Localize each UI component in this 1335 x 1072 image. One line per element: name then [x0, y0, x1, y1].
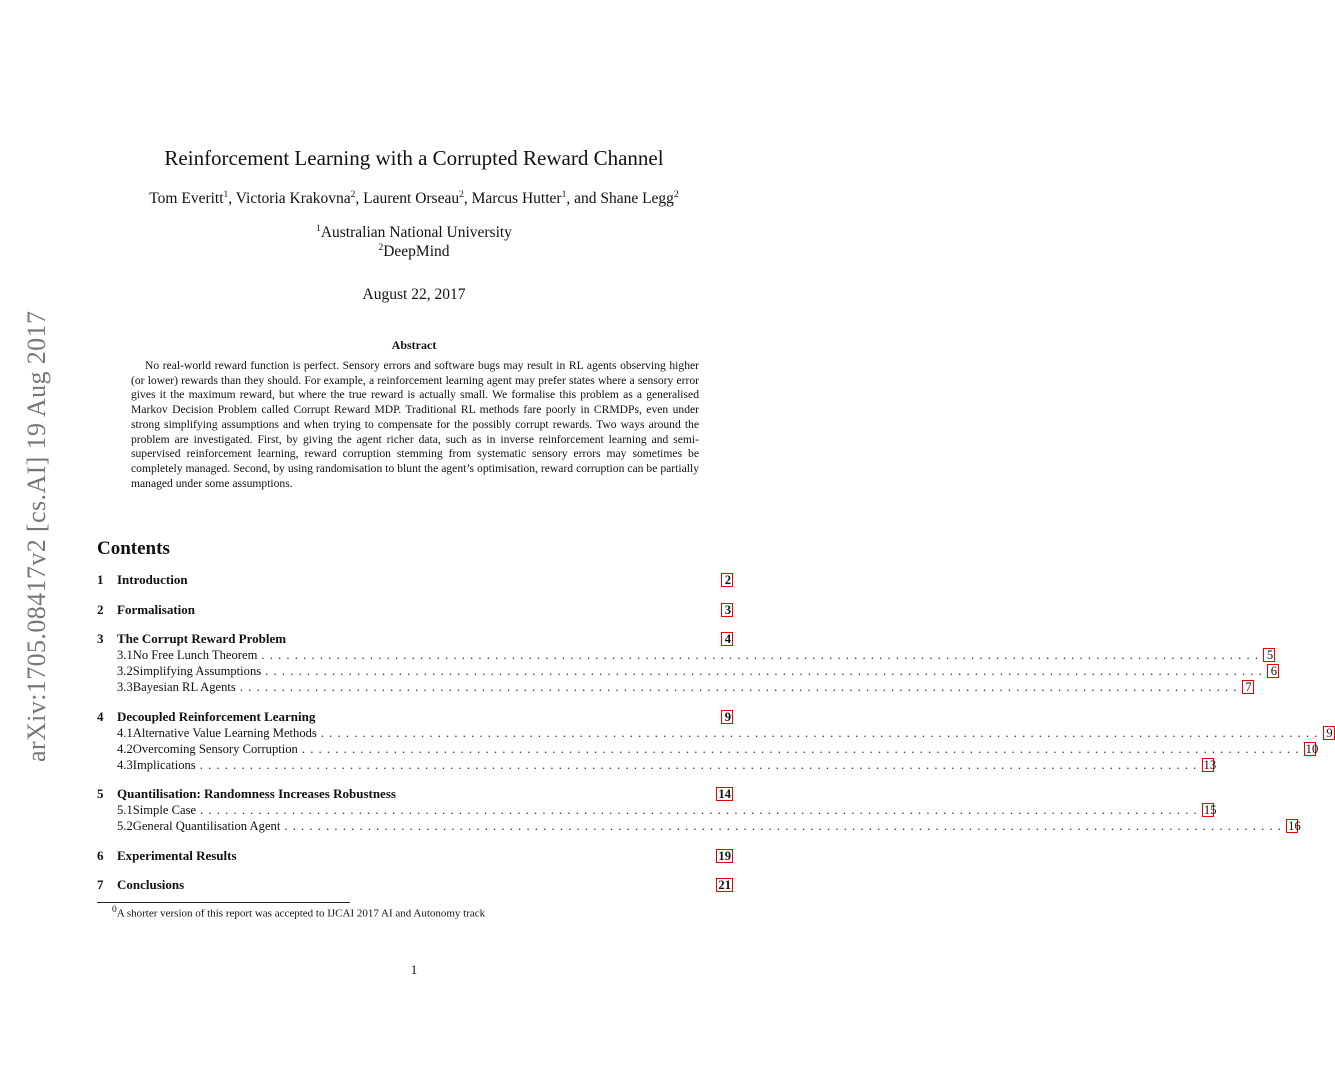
toc-leader-dots: ........................................................................................................................ [239, 680, 1242, 694]
toc-subsection[interactable] [97, 647, 1274, 663]
toc-section-number: 6 [97, 847, 104, 863]
toc-page-link[interactable]: 9 [1323, 726, 1335, 740]
toc-subsection-number: 4.2 [117, 741, 133, 756]
toc-section-title[interactable]: Conclusions [117, 877, 185, 892]
author-name: Victoria Krakovna [235, 190, 351, 208]
toc-subsection[interactable] [97, 741, 1319, 757]
author-name: Laurent Orseau [363, 190, 460, 208]
toc-page-link[interactable]: 6 [1267, 664, 1279, 678]
toc-section-number: 3 [97, 631, 104, 646]
toc-leader-dots: ........................................................................................................................ [200, 803, 1202, 817]
paper-title: Reinforcement Learning with a Corrupted Reward Channel [164, 146, 664, 170]
toc-subsection-title[interactable]: No Free Lunch Theorem [132, 648, 258, 662]
toc-page-link[interactable]: 4 [721, 632, 733, 646]
toc-subsection[interactable] [97, 725, 1333, 741]
toc-subsection-title[interactable]: Implications [132, 757, 196, 772]
abstract-text: No real-world reward function is perfect. Sensory errors and software bugs may result in RL agents observing higher (or lower) rewards than they should. For example, a reinforcement learning agent may prefer states where a sensory error gives it the maximum reward, but where the true reward is actually small. We formalise this problem as a generalised Markov Decision Problem called Corrupt Reward MDP. Traditional RL methods fare poorly in CRMDPs, even under strong simplifying assumptions and when trying to compensate for the possibly corrupt rewards. Two ways around the problem are investigated. First, by giving the agent richer data, such as in inverse reinforcement learning and semi-supervised reinforcement learning, reward corruption stemming from systematic sensory errors may sometimes be completely managed. Second, by using randomisation to blunt the agent’s optimisation, reward corruption can be partially managed under some assumptions. [131, 359, 699, 490]
toc-section-number: 5 [97, 786, 104, 801]
toc-section-title[interactable]: Introduction [117, 572, 188, 587]
toc-page-link[interactable]: 5 [1263, 648, 1275, 662]
toc-section-number: 2 [97, 601, 104, 617]
toc-subsection-title[interactable]: Simple Case [132, 803, 197, 817]
author-name: Marcus Hutter [471, 190, 562, 208]
toc-gap [97, 588, 733, 602]
author-affiliation-mark: 1 [223, 190, 229, 200]
toc-leader-dots: ........................................................................................................................ [320, 725, 1323, 740]
toc-subsection[interactable] [97, 757, 1217, 773]
toc-subsection-number: 5.2 [117, 819, 133, 833]
author-name: Shane Legg [600, 190, 674, 208]
toc-subsection-number: 3.2 [117, 664, 133, 678]
toc-subsection-number: 4.3 [117, 757, 133, 772]
toc-gap [97, 618, 733, 632]
toc-subsection[interactable] [97, 679, 1252, 695]
author-separator: , [355, 190, 364, 208]
author-separator: , [463, 190, 472, 208]
affiliation-deepmind: $^2$DeepMind [378, 243, 450, 261]
toc-page-link[interactable]: 15 [1203, 803, 1217, 817]
author-affiliation-mark: 2 [350, 190, 356, 200]
toc-section-title[interactable]: The Corrupt Reward Problem [117, 631, 287, 646]
affiliation-anu: $^1$Australian National University [316, 224, 512, 242]
toc-leader-dots: ........................................................................................................................ [261, 648, 1264, 662]
toc-leader-dots: ........................................................................................................................ [265, 664, 1267, 678]
toc-page-link[interactable]: 2 [721, 573, 733, 587]
toc-subsection-number: 3.1 [117, 648, 133, 662]
paper-date: August 22, 2017 [362, 286, 466, 303]
toc-page-link[interactable]: 9 [721, 710, 733, 724]
toc-section-title[interactable]: Experimental Results [117, 847, 237, 863]
author-separator: , and [566, 190, 601, 208]
toc-section[interactable] [97, 572, 733, 588]
toc-section[interactable] [97, 602, 733, 618]
toc-gap [97, 773, 733, 787]
toc-leader-dots: ........................................................................................................................ [199, 757, 1202, 772]
toc-section-title[interactable]: Quantilisation: Randomness Increases Robustness [117, 786, 396, 801]
toc-section-number: 7 [97, 877, 104, 892]
author-list [0, 190, 828, 208]
toc-page-link[interactable]: 13 [1203, 757, 1217, 772]
abstract-heading: Abstract [391, 338, 437, 352]
toc-subsection-title[interactable]: General Quantilisation Agent [132, 819, 281, 833]
footnote: $^0$A shorter version of this report was accepted to IJCAI 2017 AI and Autonomy track [112, 905, 486, 920]
toc-subsection[interactable] [97, 663, 1277, 679]
toc-section-number: 1 [97, 572, 104, 587]
toc-subsection-number: 3.3 [117, 680, 133, 694]
toc-subsection[interactable] [97, 802, 1217, 818]
toc-leader-dots: ........................................................................................................................ [284, 819, 1287, 833]
toc-section-title[interactable]: Decoupled Reinforcement Learning [117, 708, 316, 724]
toc-subsection-title[interactable]: Simplifying Assumptions [132, 664, 262, 678]
toc-subsection-title[interactable]: Overcoming Sensory Corruption [132, 741, 298, 756]
page-number: 1 [410, 962, 418, 977]
toc-gap [97, 834, 733, 848]
toc-subsection-title[interactable]: Alternative Value Learning Methods [132, 725, 317, 740]
toc-subsection-number: 5.1 [117, 803, 133, 817]
toc-section[interactable] [97, 786, 733, 802]
toc-subsection[interactable] [97, 818, 1301, 834]
toc-section[interactable] [97, 709, 733, 725]
toc-page-link[interactable]: 3 [721, 603, 733, 617]
author-affiliation-mark: 2 [459, 190, 464, 200]
author-affiliation-mark: 1 [561, 190, 567, 200]
toc-page-link[interactable]: 16 [1288, 819, 1301, 833]
toc-section-number: 4 [97, 708, 104, 724]
toc-section[interactable] [97, 848, 733, 864]
author-name: Tom Everitt [149, 190, 224, 208]
author-affiliation-mark: 2 [673, 190, 679, 200]
toc-gap [97, 695, 733, 709]
toc-page-link[interactable]: 10 [1305, 741, 1319, 756]
toc-section[interactable] [97, 631, 733, 647]
table-of-contents [97, 572, 1333, 893]
toc-subsection-number: 4.1 [117, 725, 133, 740]
author-separator: , [228, 190, 236, 208]
toc-gap [97, 864, 733, 878]
toc-page-link[interactable]: 19 [718, 848, 731, 863]
arxiv-side-stamp: arXiv:1705.08417v2 [cs.AI] 19 Aug 2017 [22, 310, 51, 762]
toc-section[interactable] [97, 877, 733, 893]
toc-page-link[interactable]: 21 [718, 878, 731, 892]
toc-leader-dots: ........................................................................................................................ [301, 741, 1304, 756]
toc-subsection-title[interactable]: Bayesian RL Agents [132, 680, 236, 694]
toc-page-link[interactable]: 14 [718, 787, 731, 801]
footnote-rule [97, 902, 350, 903]
toc-section-title[interactable]: Formalisation [117, 601, 195, 617]
toc-page-link[interactable]: 7 [1242, 680, 1254, 694]
contents-heading: Contents [97, 538, 170, 559]
